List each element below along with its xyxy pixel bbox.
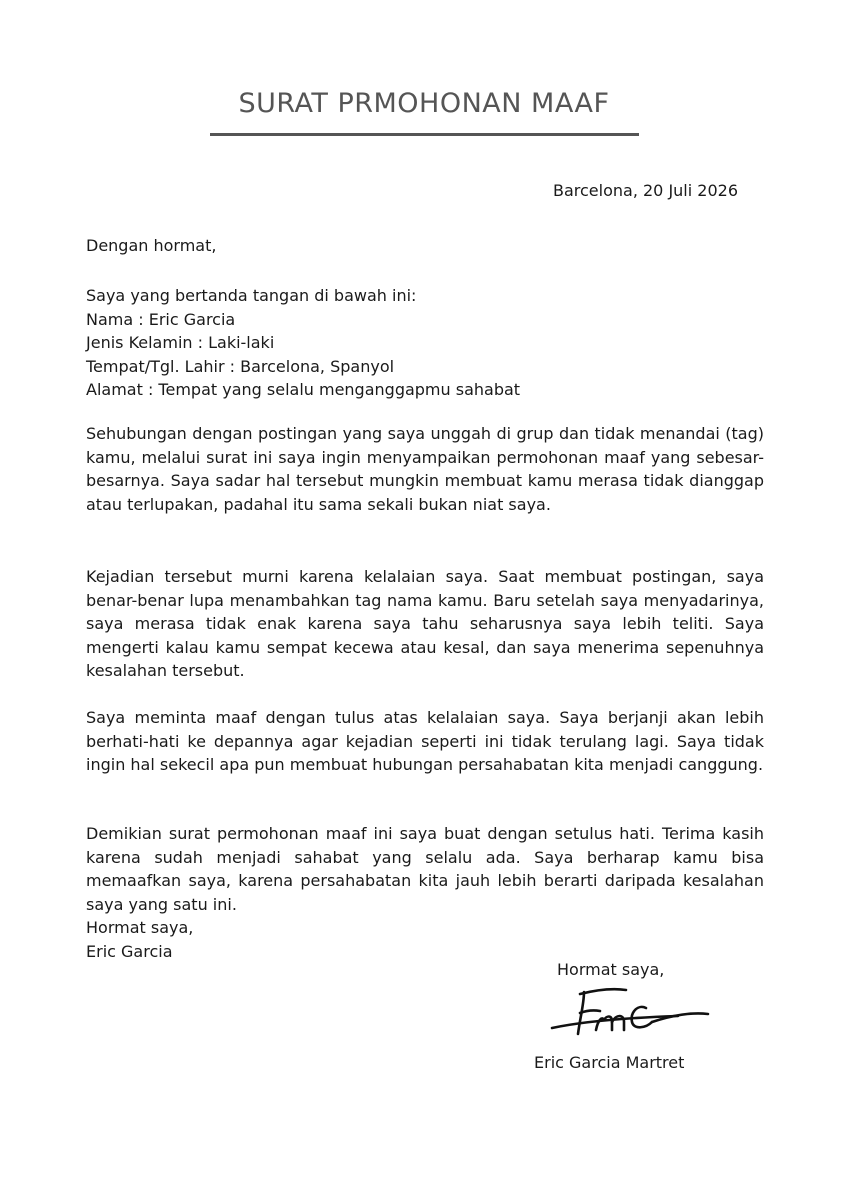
signature-greeting: Hormat saya,: [557, 960, 665, 979]
salutation: Dengan hormat,: [86, 236, 217, 255]
identity-birth: Tempat/Tgl. Lahir : Barcelona, Spanyol: [86, 356, 395, 376]
closing-block: [86, 916, 764, 963]
identity-name: Nama : Eric Garcia: [86, 309, 236, 329]
signature-name: Eric Garcia Martret: [534, 1053, 685, 1072]
identity-gender: Jenis Kelamin : Laki-laki: [86, 333, 275, 352]
paragraph-2: Kejadian tersebut murni karena kelalaian saya. Saat membuat postingan, saya benar-benar lupa menambahkan tag nama kamu. Baru setelah saya menyadarinya, saya merasa tidak enak karena saya tahu seharusnya saya lebih teliti. Saya mengerti kalau kamu sempat kecewa atau kesal, dan saya menerima sepenuhnya kesalahan tersebut.: [86, 567, 764, 680]
identity-intro: Saya yang bertanda tangan di bawah ini:: [86, 286, 417, 305]
identity-block: [86, 284, 764, 402]
closing-name: Eric Garcia: [86, 941, 173, 961]
paragraph-4: Demikian surat permohonan maaf ini saya buat dengan setulus hati. Terima kasih karena sudah menjadi sahabat yang selalu ada. Saya berharap kamu bisa memaafkan saya, karena persahabatan kita jauh lebih berarti daripada kesalahan saya yang satu ini.: [86, 824, 764, 914]
closing-greeting: Hormat saya,: [86, 918, 194, 937]
title-underline: [210, 133, 639, 136]
handwritten-signature: [550, 982, 710, 1046]
paragraph-1: Sehubungan dengan postingan yang saya unggah di grup dan tidak menandai (tag) kamu, melalui surat ini saya ingin menyampaikan permohonan maaf yang sebesar-besarnya. Saya sadar hal tersebut mungkin membuat kamu merasa tidak dianggap atau terlupakan, padahal itu sama sekali bukan niat saya.: [86, 424, 764, 514]
letter-title: SURAT PRMOHONAN MAAF: [238, 88, 610, 119]
place-date: Barcelona, 20 Juli 2026: [553, 181, 738, 200]
identity-address: Alamat : Tempat yang selalu menganggapmu sahabat: [86, 380, 521, 399]
paragraph-3: Saya meminta maaf dengan tulus atas kelalaian saya. Saya berjanji akan lebih berhati-hati ke depannya agar kejadian seperti ini tidak terulang lagi. Saya tidak ingin hal sekecil apa pun membuat hubungan persahabatan kita menjadi canggung.: [86, 708, 764, 774]
